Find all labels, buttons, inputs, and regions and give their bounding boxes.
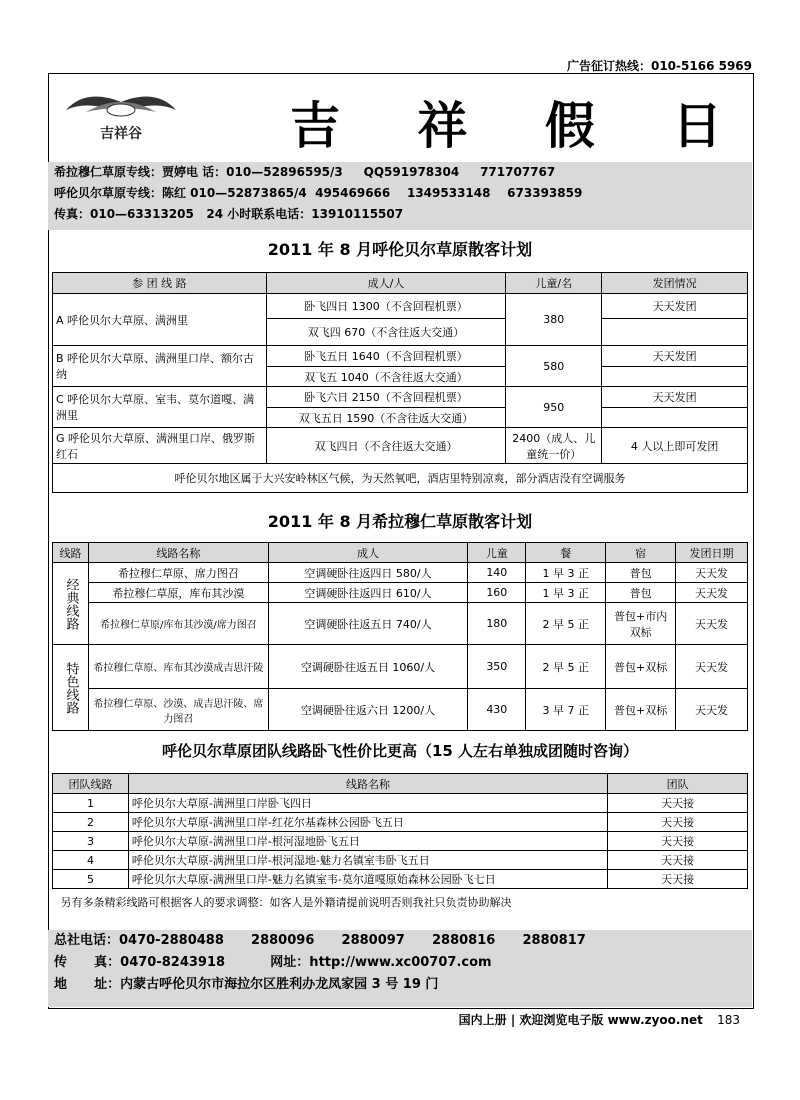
- contact-line: 传真：010—63313205 24 小时联系电话：13910115507: [54, 207, 404, 221]
- team-route: 呼伦贝尔大草原-满洲里口岸-红花尔基森林公园卧飞五日: [128, 813, 607, 832]
- depart-date: 天天发: [676, 603, 748, 645]
- stay: 普包+市内双标: [606, 603, 676, 645]
- adult-price: 卧飞五日 1640（不含回程机票）: [266, 346, 506, 367]
- section3-title: 呼伦贝尔草原团队线路卧飞性价比更高（15 人左右单独成团随时咨询）: [161, 742, 639, 760]
- team-no: 4: [53, 851, 129, 870]
- team-route: 呼伦贝尔大草原-满洲里口岸卧飞四日: [128, 794, 607, 813]
- team-status: 天天接: [608, 851, 748, 870]
- child-price: 580: [506, 346, 602, 387]
- depart-date: 天天发: [676, 689, 748, 731]
- col-header: 线路: [53, 543, 89, 563]
- contact-line: 希拉穆仁草原专线：贾婷电 话：010—52896595/3 QQ591978304 771707767: [54, 165, 556, 179]
- section2-title: 2011 年 8 月希拉穆仁草原散客计划: [267, 512, 533, 531]
- col-header: 参 团 线 路: [53, 273, 267, 294]
- team-no: 1: [53, 794, 129, 813]
- col-header: 线路名称: [88, 543, 268, 563]
- child-price: 950: [506, 387, 602, 428]
- child-price: 160: [468, 583, 526, 603]
- route-cell: G 呼伦贝尔大草原、满洲里口岸、俄罗斯红石: [53, 428, 267, 464]
- child-price: 140: [468, 563, 526, 583]
- section1-table: [52, 272, 748, 493]
- col-header: 线路名称: [128, 774, 607, 794]
- route-name: 希拉穆仁草原、席力图召: [88, 563, 268, 583]
- page-number: 183: [717, 1013, 740, 1027]
- stay: 普包+双标: [606, 689, 676, 731]
- adult-price: 空调硬卧往返五日 1060/人: [268, 645, 468, 689]
- team-status: 天天接: [608, 832, 748, 851]
- team-status: 天天接: [608, 813, 748, 832]
- adult-price: 双飞五 1040（不含往返大交通）: [266, 367, 506, 387]
- adult-price: 卧飞四日 1300（不含回程机票）: [266, 294, 506, 319]
- section3-table: [52, 773, 748, 915]
- logo-emblem-icon: [56, 82, 186, 146]
- logo-text: 吉祥谷: [100, 126, 142, 142]
- route-name: 希拉穆仁草原、库布其沙漠成吉思汗陵: [88, 645, 268, 689]
- meal: 2 早 5 正: [526, 645, 606, 689]
- page-footer: [459, 1011, 740, 1028]
- section1-title: 2011 年 8 月呼伦贝尔草原散客计划: [267, 240, 533, 259]
- route-cell: A 呼伦贝尔大草原、满洲里: [53, 294, 267, 346]
- adult-price: 双飞四 670（不含往返大交通）: [266, 319, 506, 346]
- route-name: 希拉穆仁草原、沙漠、成吉思汗陵、席力图召: [88, 689, 268, 731]
- col-header: 餐: [526, 543, 606, 563]
- child-price: 2400（成人、儿童统一价）: [506, 428, 602, 464]
- footer-block: [48, 930, 752, 1007]
- col-header: 成人/人: [266, 273, 506, 294]
- contact-line: 呼伦贝尔草原专线：陈红 010—52873865/4 495469666 1349533148 673393859: [54, 186, 583, 200]
- footer-line: 传 真：0470-8243918 网址：http://www.xc00707.com: [54, 955, 492, 970]
- child-price: 180: [468, 603, 526, 645]
- adult-price: 空调硬卧往返四日 580/人: [268, 563, 468, 583]
- route-group-label: 经典线路: [53, 563, 89, 645]
- meal: 3 早 7 正: [526, 689, 606, 731]
- depart-date: 天天发: [676, 645, 748, 689]
- status-cell: 天天发团: [602, 387, 748, 408]
- route-cell: C 呼伦贝尔大草原、室韦、莫尔道嘎、满洲里: [53, 387, 267, 428]
- child-price: 430: [468, 689, 526, 731]
- depart-date: 天天发: [676, 563, 748, 583]
- col-header: 宿: [606, 543, 676, 563]
- team-route: 呼伦贝尔大草原-满洲里口岸-魅力名镇室韦-莫尔道嘎原始森林公园卧飞七日: [128, 870, 607, 889]
- depart-date: 天天发: [676, 583, 748, 603]
- footer-line: 总社电话：0470-2880488 2880096 2880097 2880816 2880817: [54, 933, 586, 948]
- col-header: 儿童: [468, 543, 526, 563]
- adult-price: 卧飞六日 2150（不含回程机票）: [266, 387, 506, 408]
- child-price: 380: [506, 294, 602, 346]
- meal: 1 早 3 正: [526, 583, 606, 603]
- page-footer-text: 国内上册 | 欢迎浏览电子版 www.zyoo.net: [458, 1013, 703, 1027]
- team-no: 3: [53, 832, 129, 851]
- adult-price: 双飞五日 1590（不含往返大交通）: [266, 408, 506, 428]
- team-route: 呼伦贝尔大草原-满洲里口岸-根河湿地卧飞五日: [128, 832, 607, 851]
- section2-table: [52, 542, 748, 731]
- stay: 普包: [606, 563, 676, 583]
- contact-block: [48, 162, 752, 230]
- footer-line: 地 址：内蒙古呼伦贝尔市海拉尔区胜利办龙凤家园 3 号 19 门: [54, 977, 439, 992]
- team-status: 天天接: [608, 870, 748, 889]
- team-route: 呼伦贝尔大草原-满洲里口岸-根河湿地-魅力名镇室韦卧飞五日: [128, 851, 607, 870]
- status-cell: 天天发团: [602, 346, 748, 367]
- team-no: 5: [53, 870, 129, 889]
- brand-title: 吉 祥 假 日: [290, 96, 753, 155]
- meal: 2 早 5 正: [526, 603, 606, 645]
- adult-price: 双飞四日（不含往返大交通）: [266, 428, 506, 464]
- team-no: 2: [53, 813, 129, 832]
- team-note: 另有多条精彩线路可根据客人的要求调整：如客人是外籍请提前说明否则我社只负责协助解决: [53, 889, 748, 915]
- adult-price: 空调硬卧往返五日 740/人: [268, 603, 468, 645]
- adult-price: 空调硬卧往返四日 610/人: [268, 583, 468, 603]
- route-group-label: 特色线路: [53, 645, 89, 731]
- col-header: 发团情况: [602, 273, 748, 294]
- col-header: 团队线路: [53, 774, 129, 794]
- ad-hotline: 广告征订热线：010-5166 5969: [566, 59, 752, 73]
- stay: 普包: [606, 583, 676, 603]
- team-status: 天天接: [608, 794, 748, 813]
- col-header: 儿童/名: [506, 273, 602, 294]
- climate-note: 呼伦贝尔地区属于大兴安岭林区气候，为天然氧吧，酒店里特别凉爽，部分酒店没有空调服务: [53, 464, 748, 493]
- adult-price: 空调硬卧往返六日 1200/人: [268, 689, 468, 731]
- child-price: 350: [468, 645, 526, 689]
- col-header: 发团日期: [676, 543, 748, 563]
- route-name: 希拉穆仁草原/库布其沙漠/席力图召: [88, 603, 268, 645]
- status-cell: 天天发团: [602, 294, 748, 319]
- logo: [56, 82, 186, 146]
- route-cell: B 呼伦贝尔大草原、满洲里口岸、额尔古纳: [53, 346, 267, 387]
- route-name: 希拉穆仁草原，库布其沙漠: [88, 583, 268, 603]
- col-header: 团队: [608, 774, 748, 794]
- col-header: 成人: [268, 543, 468, 563]
- meal: 1 早 3 正: [526, 563, 606, 583]
- stay: 普包+双标: [606, 645, 676, 689]
- status-cell: 4 人以上即可发团: [602, 428, 748, 464]
